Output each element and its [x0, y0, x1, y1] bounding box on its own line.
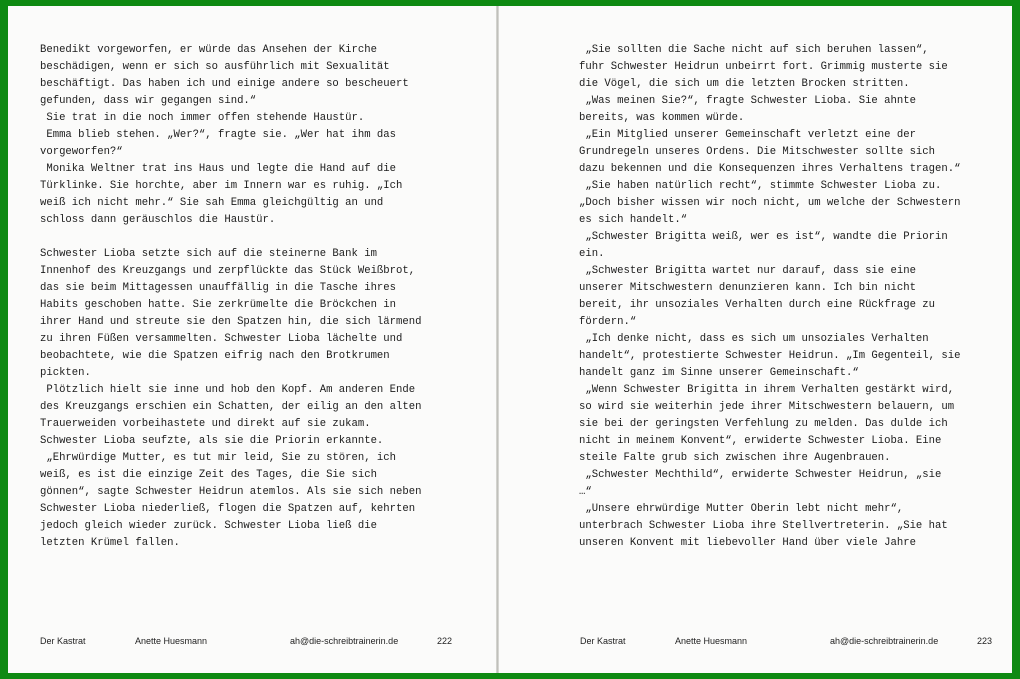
footer-email: ah@die-schreibtrainerin.de: [830, 636, 939, 646]
text-line: letzten Krümel fallen.: [40, 537, 180, 549]
text-line: dazu bekennen und die Konsequenzen ihres Verhaltens tragen.“: [579, 163, 961, 175]
footer-book-title: Der Kastrat: [580, 636, 626, 646]
text-line: Benedikt vorgeworfen, er würde das Ansehen der Kirche: [40, 44, 377, 56]
footer-page-number: 223: [977, 636, 993, 646]
text-line: beschädigen, wenn er sich so ausführlich mit Sexualität: [40, 61, 390, 73]
text-line: es sich handelt.“: [579, 214, 688, 226]
text-line: Innenhof des Kreuzgangs und zerpflückte das Stück Weißbrot,: [40, 265, 416, 277]
text-line: „Schwester Mechthild“, erwiderte Schwester Heidrun, „sie: [579, 469, 942, 481]
text-line: Monika Weltner trat ins Haus und legte die Hand auf die: [40, 163, 397, 175]
text-line: gönnen“, sagte Schwester Heidrun atemlos. Als sie sich neben: [40, 486, 422, 498]
text-line: Schwester Lioba seufzte, als sie die Priorin erkannte.: [40, 435, 384, 447]
text-line: „Was meinen Sie?“, fragte Schwester Lioba. Sie ahnte: [579, 95, 916, 107]
text-line: Türklinke. Sie horchte, aber im Innern war es ruhig. „Ich: [40, 180, 403, 192]
text-line: „Ich denke nicht, dass es sich um unsoziales Verhalten: [579, 333, 929, 345]
text-line: Grundregeln unseres Ordens. Die Mitschwester sollte sich: [579, 146, 936, 158]
footer-author: Anette Huesmann: [675, 636, 748, 646]
text-line: weiß ich nicht mehr.“ Sie sah Emma gleichgültig an und: [40, 197, 384, 209]
text-line: bereits, was kommen würde.: [579, 112, 745, 124]
right-page: [499, 6, 1012, 673]
left-page: [8, 6, 498, 673]
footer-page-number: 222: [437, 636, 453, 646]
text-line: ihrer Hand und streute sie den Spatzen hin, die sich lärmend: [40, 316, 422, 328]
text-line: zu ihren Füßen versammelten. Schwester Lioba lächelte und: [40, 333, 403, 345]
text-line: nicht in meinem Konvent“, erwiderte Schwester Lioba. Eine: [579, 435, 942, 447]
text-line: steile Falte grub sich zwischen ihre Augenbrauen.: [579, 452, 891, 464]
text-line: so wird sie weiterhin jede ihrer Mitschwestern belauern, um: [579, 401, 955, 413]
text-line: Sie trat in die noch immer offen stehende Haustür.: [40, 112, 365, 124]
text-line: bereit, ihr unsoziales Verhalten durch eine Rückfrage zu: [579, 299, 936, 311]
text-line: gefunden, dass wir gegangen sind.“: [40, 95, 257, 107]
footer-email: ah@die-schreibtrainerin.de: [290, 636, 399, 646]
text-line: „Schwester Brigitta weiß, wer es ist“, wandte die Priorin: [579, 231, 948, 243]
text-line: „Sie sollten die Sache nicht auf sich beruhen lassen“,: [579, 44, 929, 56]
text-line: handelt“, protestierte Schwester Heidrun. „Im Gegenteil, sie: [579, 350, 961, 362]
text-line: fördern.“: [579, 316, 637, 328]
text-line: [40, 229, 421, 246]
footer-author: Anette Huesmann: [135, 636, 208, 646]
text-line: beobachtete, wie die Spatzen eifrig nach den Brotkrumen: [40, 350, 390, 362]
text-line: unseren Konvent mit liebevoller Hand über viele Jahre: [579, 537, 916, 549]
text-line: …“: [579, 486, 592, 498]
text-line: „Unsere ehrwürdige Mutter Oberin lebt nicht mehr“,: [579, 503, 904, 515]
footer-book-title: Der Kastrat: [40, 636, 86, 646]
text-line: „Wenn Schwester Brigitta in ihrem Verhalten gestärkt wird,: [579, 384, 955, 396]
text-line: unserer Mitschwestern denunzieren kann. Ich bin nicht: [579, 282, 916, 294]
text-line: vorgeworfen?“: [40, 146, 123, 158]
text-line: sie bei der geringsten Verfehlung zu melden. Das dulde ich: [579, 418, 948, 430]
text-line: „Ein Mitglied unserer Gemeinschaft verletzt eine der: [579, 129, 916, 141]
text-line: schloss dann geräuschlos die Haustür.: [40, 214, 276, 226]
text-line: fuhr Schwester Heidrun unbeirrt fort. Grimmig musterte sie: [579, 61, 948, 73]
text-line: Schwester Lioba setzte sich auf die steinerne Bank im: [40, 248, 377, 260]
text-line: „Schwester Brigitta wartet nur darauf, dass sie eine: [579, 265, 916, 277]
text-line: beschäftigt. Das haben ich und einige andere so bescheuert: [40, 78, 409, 90]
text-line: „Sie haben natürlich recht“, stimmte Schwester Lioba zu.: [579, 180, 942, 192]
text-line: Trauerweiden vorbeihastete und direkt auf sie zukam.: [40, 418, 371, 430]
text-line: das sie beim Mittagessen unauffällig in die Tasche ihres: [40, 282, 397, 294]
book-spread: [8, 6, 1012, 673]
text-line: Schwester Lioba niederließ, flogen die Spatzen auf, kehrten: [40, 503, 416, 515]
text-line: des Kreuzgangs erschien ein Schatten, der eilig an den alten: [40, 401, 422, 413]
left-page-text: [40, 42, 421, 552]
text-line: Plötzlich hielt sie inne und hob den Kopf. Am anderen Ende: [40, 384, 416, 396]
right-page-text: [579, 42, 960, 552]
text-line: die Vögel, die sich um die letzten Brocken stritten.: [579, 78, 910, 90]
text-line: unterbrach Schwester Lioba ihre Stellvertreterin. „Sie hat: [579, 520, 948, 532]
text-line: „Doch bisher wissen wir noch nicht, um welche der Schwestern: [579, 197, 961, 209]
text-line: „Ehrwürdige Mutter, es tut mir leid, Sie zu stören, ich: [40, 452, 397, 464]
text-line: pickten.: [40, 367, 91, 379]
text-line: weiß, es ist die einzige Zeit des Tages, die Sie sich: [40, 469, 377, 481]
text-line: ein.: [579, 248, 605, 260]
text-line: jedoch gleich wieder zurück. Schwester Lioba ließ die: [40, 520, 377, 532]
text-line: Habits geschoben hatte. Sie zerkrümelte die Bröckchen in: [40, 299, 397, 311]
text-line: handelt ganz im Sinne unserer Gemeinschaft.“: [579, 367, 859, 379]
text-line: Emma blieb stehen. „Wer?“, fragte sie. „Wer hat ihm das: [40, 129, 397, 141]
